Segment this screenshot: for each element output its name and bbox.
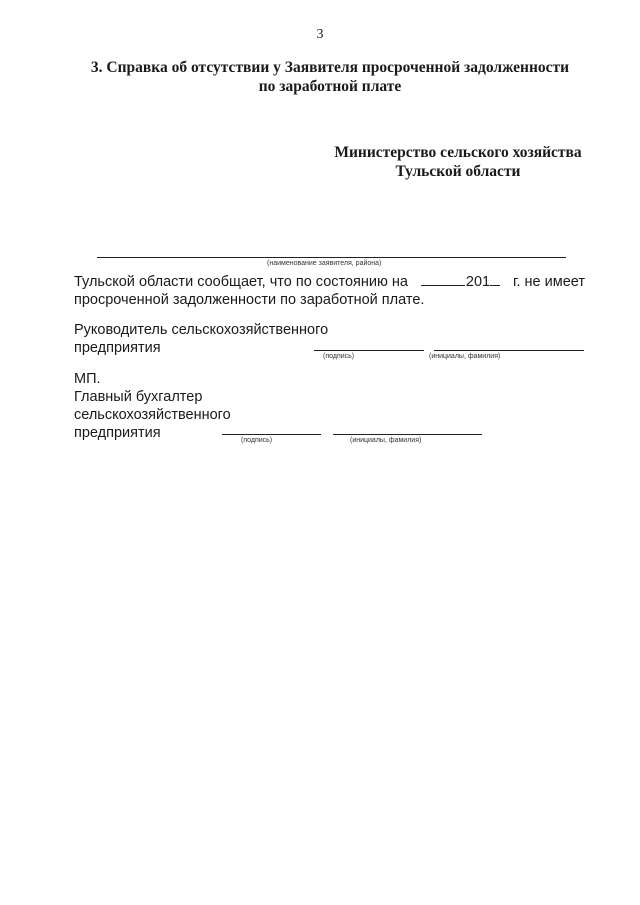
applicant-name-line: [97, 257, 566, 258]
recipient-block: [330, 143, 586, 181]
date-blank: [421, 273, 465, 286]
document-heading: [0, 58, 640, 96]
director-signature-line: [314, 350, 424, 351]
date-field: [421, 273, 500, 291]
heading-line-1: 3. Справка об отсутствии у Заявителя просроченной задолженности: [90, 59, 570, 76]
body-paragraph: [74, 273, 585, 309]
director-signature-caption: (подпись): [323, 353, 355, 360]
accountant-label: [74, 388, 231, 442]
accountant-initials-caption: (инициалы, фамилия): [350, 437, 422, 444]
director-label-line-1: Руководитель сельскохозяйственного: [74, 322, 329, 338]
director-initials-line: [434, 350, 584, 351]
director-label-line-2: предприятия: [74, 340, 161, 356]
accountant-label-line-3: предприятия: [74, 425, 161, 441]
accountant-label-line-1: Главный бухгалтер: [74, 389, 203, 405]
heading-line-2: по заработной плате: [258, 78, 402, 95]
accountant-initials-line: [333, 434, 482, 435]
body-line-1: [74, 273, 585, 291]
director-initials-caption: (инициалы, фамилия): [429, 353, 501, 360]
stamp-label: МП.: [74, 371, 101, 387]
accountant-signature-line: [222, 434, 321, 435]
accountant-label-line-2: сельскохозяйственного: [74, 407, 231, 423]
year-text: 201: [465, 274, 491, 290]
recipient-line-1: Министерство сельского хозяйства: [334, 144, 582, 161]
year-blank: [490, 273, 500, 286]
page-number: 3: [316, 27, 324, 42]
body-start: Тульской области сообщает, что по состоянию на: [74, 274, 408, 290]
director-label: [74, 321, 328, 357]
body-end: г. не имеет: [512, 274, 585, 290]
recipient-line-2: Тульской области: [395, 163, 521, 180]
applicant-caption: (наименование заявителя, района): [267, 260, 382, 267]
body-line-2: просроченной задолженности по заработной плате.: [74, 292, 425, 308]
accountant-signature-caption: (подпись): [241, 437, 273, 444]
